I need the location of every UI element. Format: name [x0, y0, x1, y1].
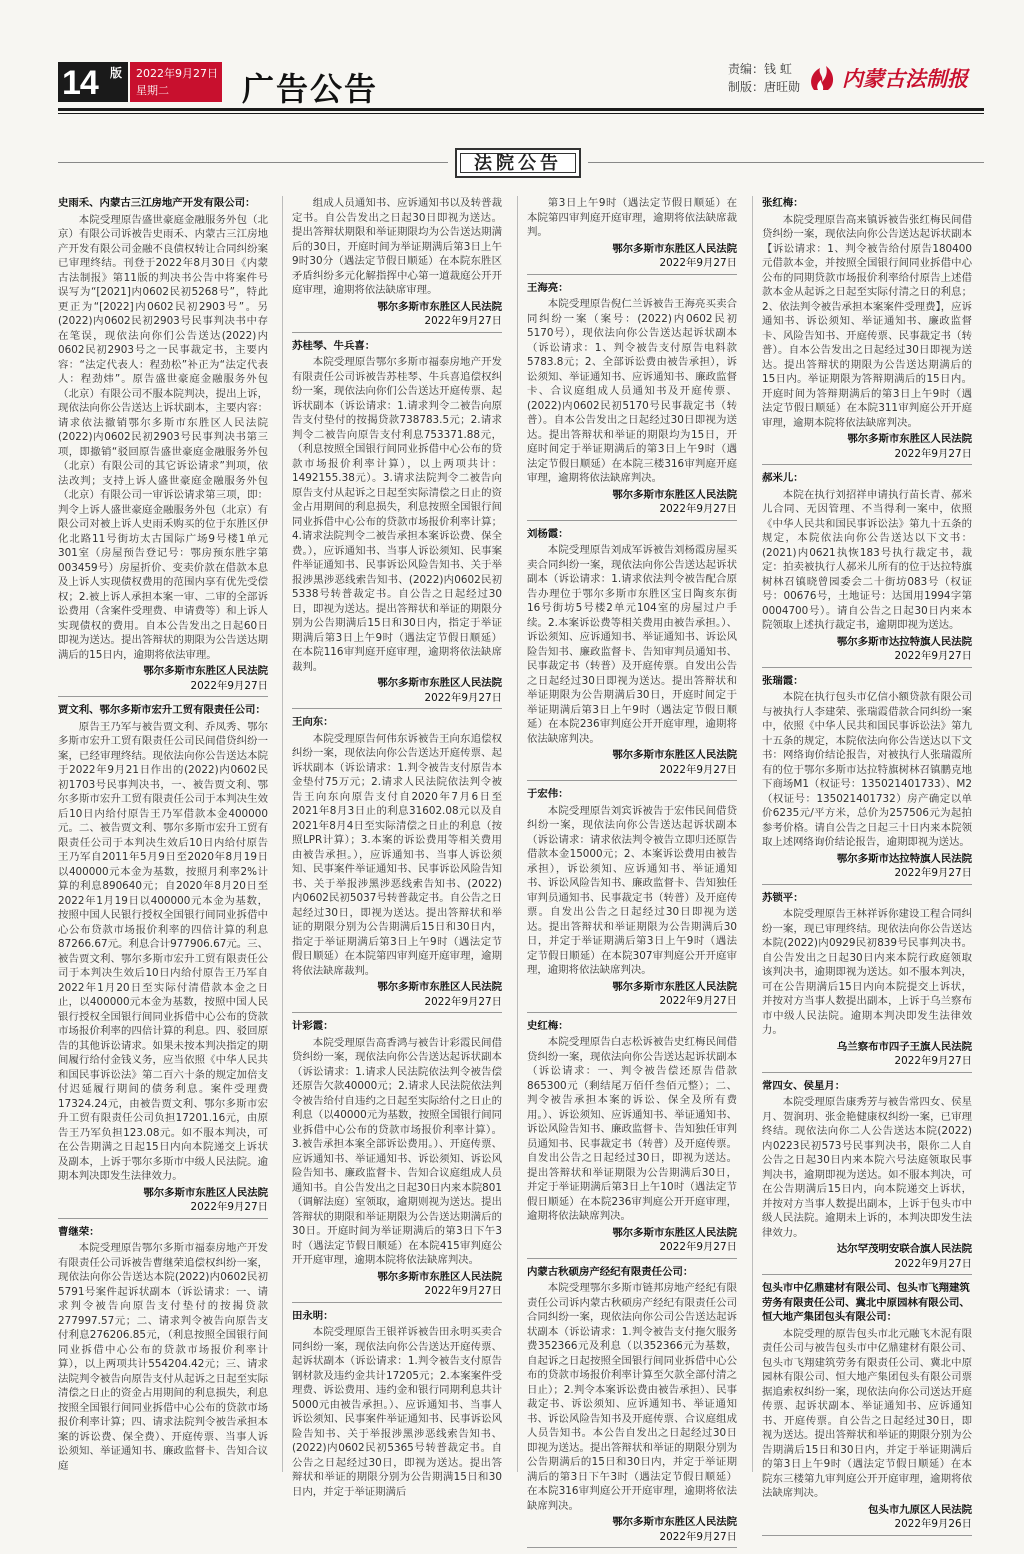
notice-court: 鄂尔多斯市东胜区人民法院: [143, 665, 268, 677]
notice-party: 计彩霞：: [292, 1020, 334, 1032]
notice-party: 苏锁平：: [762, 891, 804, 904]
notice-body: 本院受理原告鄂尔多斯市福泰房地产开发有限责任公司诉被告曹继荣追偿权纠纷一案，现依法向你公告送达本院(2022)内0602民初5791号案件起诉状副本（诉讼请求：一、请求判令被告向原告支付垫付的按揭贷款277997.57元；二、请求判令被告向原告支付利息276206.85元，（利息按照全国银行间同业拆借中心公布的贷款市场报价利率计算），以上两项共计554204.42元；三、请求法院判令被告向原告支付从起诉之日起至实际清偿之日止的资金占用期间的利息损失，利息按照全国银行间同业拆借中心公布的贷款市场报价利率计算；四、请求法院判令被告承担本案的诉讼费、保全费）、开庭传票、当事人诉讼须知、举证通知书、廉政监督卡、告知合议庭: [58, 1242, 268, 1472]
notice-body: 本院受理鄂尔多斯市链邦房地产经纪有限责任公司诉内蒙古秋硕房产经纪有限责任公司合同纠纷一案，现依法向你公司公告送达起诉状副本（诉讼请求：1.判令被告支付拖欠服务费352366元及利息（以352366元为基数，自起诉之日起按照全国银行间同业拆借中心公布的贷款市场报价利率计算至欠款全部付清之日止）；2.判令本案诉讼费由被告承担）、民事裁定书、诉讼须知、应诉通知书、举证通知书、诉讼风险告知书及开庭传票、合议庭组成人员告知书。本公告自发出之日起经过30日即视为送达。提出答辩状和举证的期限分别为公告期满后的15日和30日内，并定于举证期满后的第3日下午3时（遇法定节假日顺延）在本院316审判庭公开开庭审理，逾期将依法缺席判决。: [527, 1282, 737, 1512]
notice-date: 2022年9月27日: [292, 691, 502, 710]
notice-court: 鄂尔多斯市东胜区人民法院: [612, 242, 737, 255]
notice-date: 2022年9月27日: [527, 502, 737, 521]
notice-date: 2022年9月27日: [292, 995, 502, 1014]
issue-date: 2022年9月27日: [136, 67, 218, 80]
court-notice: [762, 674, 972, 885]
court-notice: [527, 196, 737, 275]
notice-party: 田永明：: [292, 1309, 334, 1322]
notice-court: 鄂尔多斯市东胜区人民法院: [612, 1226, 737, 1239]
court-notice: [762, 1079, 972, 1276]
notice-body: 本院受理原告鄂尔多斯市福泰房地产开发有限责任公司诉被告苏桂琴、牛兵喜追偿权纠纷一案，现依法向你们公告送达开庭传票、起诉状副本（诉讼请求：1.请求判令二被告向原告支付垫付的按揭贷款738783.5元；2.请求判令二被告向原告支付利息753371.88元，（利息按照全国银行间同业拆借中心公布的贷款市场报价利率计算），以上两项共计：1492155.38元）。3.请求法院判令二被告向原告支付从起诉之日起至实际清偿之日止的资金占用期间的利息损失，利息按照全国银行间同业拆借中心公布的贷款市场报价利率计算；4.请求法院判令二被告承担本案诉讼费、保全费。），应诉通知书、当事人诉讼须知、民事案件举证通知书、民事诉讼风险告知书、关于举报涉黑涉恶线索告知书、(2022)内0602民初5338号转普裁定书。自公告之日起经过30日，即视为送达。提出答辩状和举证的期限分别为公告期满后15日和30日内，指定于举证期满后第3日上午9时（遇法定节假日顺延）在本院116审判庭开庭审理，逾期将依法缺席裁判。: [292, 356, 502, 673]
notice-date: 2022年9月27日: [527, 994, 737, 1013]
notice-body: 本院受理原告王林祥诉你建设工程合同纠纷一案，现已审理终结。现依法向你公告送达本院(2022)内0929民初839号民事判决书。自公告发出之日起30日内来本院行政庭领取该判决书，逾期即视为送达。如不服本判决，可在公告期满后15日内向本院提交上诉状，并按对方当事人数提出副本，上诉于乌兰察布市中级人民法院。逾期本判决即发生法律效力。: [762, 908, 972, 1036]
notice-court: 鄂尔多斯市东胜区人民法院: [847, 433, 972, 445]
notice-party: 苏桂琴、牛兵喜：: [292, 339, 376, 352]
notice-party: 张红梅：: [762, 197, 804, 209]
court-notice: [527, 527, 737, 782]
header-rule: [58, 108, 984, 111]
notice-court: 鄂尔多斯市东胜区人民法院: [377, 1270, 502, 1283]
court-notice: [527, 1019, 737, 1259]
notice-date: 2022年9月27日: [58, 1200, 268, 1219]
section-title: 广告公告: [242, 70, 379, 108]
notice-court: 乌兰察布市四子王旗人民法院: [836, 1040, 972, 1053]
notice-court: 鄂尔多斯市东胜区人民法院: [612, 749, 737, 761]
column-divider: [282, 196, 283, 1472]
notice-body: 本院受理原告高香鸿与被告计彩霞民间借贷纠纷一案，现依法向你公告送达起诉状副本（诉讼请求：1.请求人民法院依法判令被告偿还原告欠款40000元；2.请求人民法院依法判令被告给付自违约之日起至实际给付之日止的利息（以40000元为基数，按照全国银行间同业拆借中心公布的贷款市场报价利率计算）。3.被告承担本案全部诉讼费用。）、开庭传票、应诉通知书、举证通知书、诉讼须知、诉讼风险告知书、廉政监督卡、告知合议庭组成人员通知书。自公告发出之日起30日内来本院801（调解法庭）室领取，逾期则视为送达。提出答辩状的期限和举证期限为公告送达期满后的30日。开庭时间为举证期满后的第3日下午3时（遇法定节假日顺延）在本院415审判庭公开开庭审理，逾期本院将依法缺席判决。: [292, 1036, 502, 1266]
notice-party: 张瑞霞：: [762, 674, 804, 687]
notice-body: 本院受理的原告包头市北元融飞木泥有限责任公司与被告包头市中亿鼎建材有限公司、包头市飞翔建筑劳务有限责任公司、冀北中原园林有限公司、恒大地产集团包头有限公司票据追索权纠纷一案，现依法向你公司送达开庭传票、起诉状副本、举证通知书、应诉通知书、开庭传票。自公告之日起经过30日，即视为送达。提出答辩状和举证的期限分别为公告期满后15日和30日内，并定于举证期满后的第3日上午9时（遇法定节假日顺延）在本院东三楼第九审判庭公开开庭审理，逾期将依法缺席判决。: [762, 1327, 972, 1499]
notice-court: 鄂尔多斯市东胜区人民法院: [612, 1516, 737, 1528]
notice-date: 2022年9月27日: [527, 256, 737, 275]
notice-party: 常四女、侯星月：: [762, 1079, 846, 1092]
court-notice: [292, 1019, 502, 1303]
notice-court: 鄂尔多斯市东胜区人民法院: [377, 981, 502, 993]
notice-body: 组成人员通知书、应诉通知书以及转普裁定书。自公告发出之日起30日即视为送达。提出答辩状期限和举证期限均为公告送达期满后的30日，开庭时间为举证期满后第3日上午9时30分（遇法定节假日顺延）在本院东胜区矛盾纠纷多元化解指挥中心第一道裁庭公开开庭审理，逾期将依法缺席审理。: [292, 197, 502, 296]
notice-column-4: [762, 196, 972, 1542]
notice-party: 王向东：: [292, 716, 334, 728]
notice-court: 鄂尔多斯市东胜区人民法院: [612, 488, 737, 501]
notice-party: 史雨禾、内蒙古三江房地产开发有限公司：: [58, 197, 256, 209]
notice-party: 于宏伟：: [527, 788, 569, 800]
notice-party: 史红梅：: [527, 1019, 569, 1032]
page-number: 14: [62, 64, 98, 102]
notice-body: 本院受理原告盛世豪庭金融服务外包（北京）有限公司诉被告史雨禾、内蒙古三江房地产开发有限公司金融不良债权转让合同纠纷案已审理终结。刊登于2022年8月30日《内蒙古法制报》第11版的判决书公告中将案件号误写为“[2021]内0602民初5268号”，特此更正为“[2022]内0602民初2903号”。另(2022)内0602民初2903号民事判决书中存在笔误，现依法向你们公告送达(2022)内0602民初2903号之一民事裁定书，主要内容：“法定代表人：程劲松”补正为“法定代表人：程劲炜”。原告盛世豪庭金融服务外包（北京）有限公司不服本院判决，提出上诉，现依法向你公告送达上诉状副本，主要内容：请求依法撤销鄂尔多斯市东胜区人民法院(2022)内0602民初2903号民事判决书第三项，即撤销“驳回原告盛世豪庭金融服务外包（北京）有限公司的其它诉讼请求”判项，依法改判；支持上诉人盛世豪庭金融服务外包（北京）有限公司一审诉讼请求第三项，即：判令上诉人盛世豪庭金融服务外包（北京）有限公司对被上诉人史雨禾购买的位于东胜区伊化北路11号街坊太古国际广场9号楼1单元301室（房屋预告登记号：鄂房预东胜字第003459号）房屋折价、变卖价款在借款本息及上诉人实现债权费用的范围内享有优先受偿权；2.被上诉人承担本案一审、二审的全部诉讼费用（含案件受理费、申请费等）和上诉人实现债权的费用。自本公告发出之日起60日即视为送达。提出答辩状的期限为公告送达期满后的15日内，逾期将依法审理。: [58, 213, 268, 661]
notice-date: 2022年9月27日: [762, 1257, 972, 1276]
court-notice: [292, 715, 502, 1013]
court-notice: [527, 787, 737, 1013]
notice-body: 本院受理原告康秀芳与被告常四女、侯星月、贺润玥、张金艳健康权纠纷一案，已审理终结。现依法向你二人公告送达本院(2022)内0223民初573号民事判决书，限你二人自公告之日起30日内来本院六号法庭领取民事判决书，逾期即视为送达。如不服本判决，可在公告期满后15日内，向本院递交上诉状，并按对方当事人数提出副本，上诉于包头市中级人民法院。逾期未上诉的，本判决即发生法律效力。: [762, 1096, 972, 1239]
court-notice: [762, 1281, 972, 1536]
notice-date: 2022年9月27日: [762, 1054, 972, 1073]
court-notice: [527, 1265, 737, 1549]
court-notice: [292, 1309, 502, 1500]
masthead-logo: [806, 60, 996, 96]
notice-body: 本院受理原告刘宾诉被告于宏伟民间借贷纠纷一案，现依法向你公告送达起诉状副本（诉讼请求：请求依法判令被告立即归还原告借款本金15000元；2、本案诉讼费用由被告承担），诉讼须知、应诉通知书、举证通知书、诉讼风险告知书、廉政监督卡、告知独任审判员通知书、民事裁定书（转普）及开庭传票。自发出公告之日起经过30日即视为送达。提出答辩状和举证期限为公告期满后30日，并定于举证期满后第3日上午9时（遇法定节假日顺延）在本院307审判庭公开开庭审理，逾期将依法缺席判决。: [527, 804, 737, 976]
notice-court: 鄂尔多斯市东胜区人民法院: [377, 300, 502, 313]
masthead-title: 内蒙古法制报: [842, 66, 968, 91]
court-notice: [292, 196, 502, 333]
court-notice: [527, 281, 737, 521]
column-divider: [752, 196, 753, 1472]
notice-body: 第3日上午9时（遇法定节假日顺延）在本院第四审判庭开庭审理，逾期将依法缺席裁判。: [527, 197, 737, 238]
editor-name: 责编：钱 虹: [728, 62, 792, 76]
notice-body: 本院受理原告王银祥诉被告田永明买卖合同纠纷一案，现依法向你公告送达开庭传票、起诉状副本（诉讼请求：1.判令被告支付原告钢材款及违约金共计17205元；2.本案案件受理费、诉讼费用、违约金和银行同期利息共计5000元由被告承担。）、应诉通知书、当事人诉讼须知、民事案件举证通知书、民事诉讼风险告知书、关于举报涉黑涉恶线索告知书、(2022)内0602民初5365号转普裁定书。自公告之日起经过30日，即视为送达。提出答辩状和举证的期限分别为公告期满15日和30日内，并定于举证期满后: [292, 1326, 502, 1498]
notice-date: 2022年9月26日: [762, 1517, 972, 1536]
court-notice-banner: [455, 148, 581, 178]
notice-party: 郝米儿：: [762, 472, 804, 484]
notice-column-2: [292, 196, 502, 1505]
court-notice: [58, 196, 268, 697]
notice-party: 贾文利、鄂尔多斯市宏升工贸有限责任公司：: [58, 704, 266, 716]
issue-date-box: [130, 62, 222, 102]
notice-column-1: [58, 196, 268, 1479]
notice-body: 本院在执行包头市亿信小额贷款有限公司与被执行人李建荣、张瑞霞借款合同纠纷一案中，依照《中华人民共和国民事诉讼法》第九十五条的规定，本院依法向你公告送达以下文书：网络询价结论报告，对被执行人张瑞霞所有的位于鄂尔多斯市达拉特旗树林召镇鹏克地下商场M1（权证号：135021401733）、M2（权证号：135021401732）房产确定以单价6235元/平方米，总价为257506元为起拍参考价格。请自公告之日起三十日内来本院领取上述网络询价结论报告，逾期即视为送达。: [762, 691, 972, 848]
notice-court: 鄂尔多斯市东胜区人民法院: [143, 1186, 268, 1199]
editor-credits: [728, 60, 800, 96]
notice-date: 2022年9月27日: [527, 763, 737, 782]
notice-body: 本院受理原告刘成军诉被告刘杨霞房屋买卖合同纠纷一案，现依法向你公告送达起诉状副本（诉讼请求：1.请求依法判令被告配合原告办理位于鄂尔多斯市东胜区宝日陶亥东街16号街坊5号楼2单元104室的房屋过户手续。2.本案诉讼费等相关费用由被告承担。）、诉讼须知、应诉通知书、举证通知书、诉讼风险告知书、廉政监督卡、告知审判员通知书、民事裁定书（转普）及开庭传票。自发出公告之日起经过30日即视为送达。提出答辩状和举证期限为公告期满后30日，开庭时间定于举证期满后第3日上午9时（遇法定节假日顺延）在本院236审判庭公开开庭审理，逾期将依法缺席判决。: [527, 544, 737, 745]
banner-title: 法院公告: [460, 153, 576, 173]
notice-date: 2022年9月27日: [292, 1284, 502, 1303]
page-suffix: 版: [110, 66, 123, 80]
notice-body: 原告王乃军与被告贾文利、乔凤秀、鄂尔多斯市宏升工贸有限责任公司民间借贷纠纷一案，已经审理终结。现依法向你公告送达本院于2022年9月21日作出的(2022)内0602民初1703号民事判决书，一、被告贾文利、鄂尔多斯市宏升工贸有限责任公司于本判决生效后10日内给付原告王乃军借款本金400000元。二、被告贾文利、鄂尔多斯市宏升工贸有限责任公司于本判决生效后10日内给付原告王乃军自2011年5月9日至2020年8月19日以400000元本金为基数，按照月利率2%计算的利息890640元；自2020年8月20日至2022年1月19日以400000元本金为基数，按照中国人民银行授权全国银行间同业拆借中心公布贷款市场报价利率的四倍计算的利息87266.67元。利息合计977906.67元。三、被告贾文利、鄂尔多斯市宏升工贸有限责任公司于本判决生效后10日内给付原告王乃军自2022年1月20日至实际付清借款本金之日止，以400000元本金为基数，按照中国人民银行授权全国银行间同业拆借中心公布的贷款市场报价利率的四倍计算的利息。四、驳回原告的其他诉讼请求。如果未按本判决指定的期间履行给付金钱义务，应当依照《中华人民共和国民事诉讼法》第二百六十条的规定加倍支付迟延履行期间的债务利息。案件受理费17324.24元，由被告贾文利、鄂尔多斯市宏升工贸有限责任公司负担17201.16元，由原告王乃军负担123.08元。如不服本判决，可在公告期满之日起15日内向本院递交上诉状及副本，上诉于鄂尔多斯市中级人民法院。逾期本判决即发生法律效力。: [58, 720, 268, 1182]
notice-court: 鄂尔多斯市达拉特旗人民法院: [836, 635, 972, 648]
notice-court: 鄂尔多斯市达拉特旗人民法院: [836, 852, 972, 865]
court-notice: [58, 703, 268, 1219]
notice-body: 本院受理原告倪仁兰诉被告王海亮买卖合同纠纷一案（案号：(2022)内0602民初5170号），现依法向你公告送达起诉状副本（诉讼请求：1、判令被告支付原告电料款5783.8元；2、全部诉讼费由被告承担），诉讼须知、举证通知书、应诉通知书、廉政监督卡、合议庭组成人员通知书及开庭传票、(2022)内0602民初5170号民事裁定书（转普）。自本公告发出之日起经过30日即视为送达。提出答辩状和举证的期限均为15日，开庭时间定于举证期满后的第3日上午9时（遇法定节假日顺延）在本院三楼316审判庭开庭审理，逾期将依法缺席判决。: [527, 298, 737, 484]
notice-date: 2022年9月27日: [762, 866, 972, 885]
notice-court: 鄂尔多斯市东胜区人民法院: [612, 980, 737, 993]
notice-body: 本院在执行刘招祥申请执行苗长青、郝米儿合同、无因管理、不当得利一案中，依照《中华人民共和国民事诉讼法》第九十五条的规定，本院依法向你公告送达以下文书：(2021)内0621执恢183号执行裁定书，裁定：拍卖被执行人郝米儿所有的位于达拉特旗树林召镇晓曾园委会二十街坊083号（权证号：00676号，土地证号：达国用1994字第0004700号）。请自公告之日起30日内来本院领取上述执行裁定书，逾期即视为送达。: [762, 488, 972, 631]
notice-date: 2022年9月27日: [762, 649, 972, 668]
court-notice: [762, 891, 972, 1073]
court-notice: [292, 339, 502, 710]
notice-date: 2022年9月27日: [527, 1240, 737, 1259]
notice-court: 鄂尔多斯市东胜区人民法院: [377, 677, 502, 689]
notice-date: 2022年9月27日: [527, 1530, 737, 1549]
issue-weekday: 星期二: [136, 84, 169, 97]
notice-court: 达尔罕茂明安联合旗人民法院: [836, 1243, 972, 1255]
notice-court: 包头市九原区人民法院: [868, 1503, 972, 1516]
column-divider: [517, 196, 518, 1472]
banner-divider-right: [588, 162, 984, 163]
notice-column-3: [527, 196, 737, 1554]
notice-body: 本院受理原告白志松诉被告史红梅民间借贷纠纷一案，现依法向你公告送达起诉状副本（诉讼请求：一、判令被告偿还原告借款865300元（剩结尾万佰仟叁佰元整）；二、判令被告承担本案的诉讼、保全及所有费用。）、诉讼须知、应诉通知书、举证通知书、诉讼风险告知书、廉政监督卡、告知独任审判员通知书、民事裁定书（转普）及开庭传票。自发出公告之日起经过30日，即视为送达。提出答辩状和举证期限为公告期满后30日，并定于举证期满后第3日上午10时（遇法定节假日顺延）在本院236审判庭公开开庭审理，逾期将依法缺席判决。: [527, 1036, 737, 1222]
page-number-box: [58, 62, 128, 102]
notice-party: 内蒙古秋硕房产经纪有限责任公司：: [527, 1265, 694, 1278]
notice-date: 2022年9月27日: [58, 679, 268, 698]
notice-party: 刘杨霞：: [527, 527, 569, 540]
notice-body: 本院受理原告高来镇诉被告张红梅民间借贷纠纷一案，现依法向你公告送达起诉状副本【诉讼请求：1、判令被告给付原告180400元借款本金，并按照全国银行间同业拆借中心公布的同期贷款市场报价利率给付原告上述借款本金从起诉之日起至实际付清之日的利息；2、依法判令被告承担本案案件受理费】，应诉通知书、诉讼须知、举证通知书、廉政监督卡、风险告知书、开庭传票、民事裁定书（转普）。自本公告发出之日起经过30日即视为送达。提出答辩状的期限为公告送达期满后的15日内。举证期限为答辩期满后的15日内。开庭时间为答辩期满后的第3日上午9时（遇法定节假日顺延）在本院311审判庭公开开庭审理，逾期本院将依法缺席判决。: [762, 213, 972, 429]
notice-party: 王海亮：: [527, 281, 569, 294]
court-notice: [762, 471, 972, 668]
notice-date: 2022年9月27日: [762, 447, 972, 466]
page-header: [0, 0, 1024, 120]
header-rule-thin: [58, 113, 984, 114]
producer-name: 制版：唐旺勋: [728, 80, 801, 94]
court-notice: [762, 196, 972, 465]
flame-logo-icon: [811, 66, 833, 90]
banner-divider-left: [58, 162, 448, 163]
notice-party: 包头市中亿鼎建材有限公司、包头市飞翔建筑劳务有限责任公司、冀北中原园林有限公司、恒大地产集团包头有限公司：: [762, 1282, 970, 1323]
notice-date: 2022年9月27日: [292, 314, 502, 333]
notice-body: 本院受理原告何伟东诉被告王向东追偿权纠纷一案，现依法向你公告送达开庭传票、起诉状副本（诉讼请求：1.判令被告支付原告本金垫付75万元；2.请求人民法院依法判令被告王向东向原告支付自2020年7月6日至2021年8月3日止的利息31602.08元以及自2021年8月4日至实际清偿之日止的利息（按照LPR计算）；3.本案的诉讼费用等相关费用由被告承担。），应诉通知书、当事人诉讼须知、民事案件举证通知书、民事诉讼风险告知书、关于举报涉黑涉恶线索告知书、(2022)内0602民初5037号转普裁定书。自公告之日起经过30日，即视为送达。提出答辩状和举证的期限分别为公告期满后15日和30日内，指定于举证期满后第3日上午9时（遇法定节假日顺延）在本院第四审判庭开庭审理，逾期将依法缺席裁判。: [292, 732, 502, 977]
notice-party: 曹继荣：: [58, 1225, 100, 1238]
court-notice: [58, 1225, 268, 1474]
